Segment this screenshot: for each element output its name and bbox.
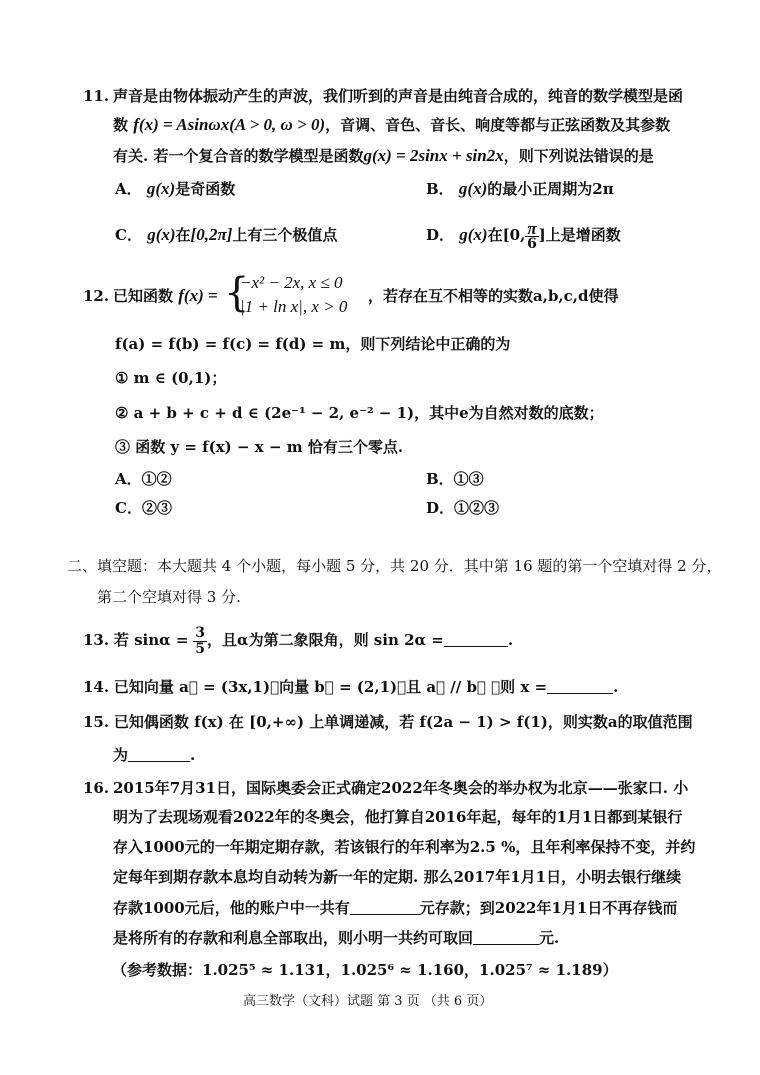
q11-option-d: D． g(x)在[0, $\frac{\pi}{6}$ ]上是增函数 — [426, 218, 621, 252]
q11-option-c: C． g(x)在[0,2π]上有三个极值点 — [115, 225, 338, 244]
q16-number: 16. — [83, 779, 110, 797]
q13: 13. 若 sinα = $\frac{3}{5}$ ，且α为第二象限角，则 sin 2α = . — [83, 624, 514, 657]
q12-statement-1: ① m ∈ (0,1)； — [115, 369, 227, 387]
q12-option-b: B．①③ — [426, 470, 484, 488]
q12-line1-tail: ，若存在互不相等的实数a,b,c,d使得 — [368, 287, 619, 305]
q11-option-b: B． g(x)的最小正周期为2π — [426, 179, 614, 198]
q12-statement-3: ③ 函数 y = f(x) − x − m 恰有三个零点. — [115, 438, 404, 456]
q11-line3: 有关. 若一个复合音的数学模型是函数g(x) = 2sinx + sin2x，则下列说法错误的是 — [113, 146, 654, 165]
q15-answer-blank[interactable] — [128, 745, 190, 762]
q12-option-a: A．①② — [115, 470, 172, 488]
q11-formula-f: f(x) = Asinωx(A > 0, ω > 0) — [133, 115, 326, 134]
section2-heading-line2: 第二个空填对得 3 分. — [97, 588, 241, 606]
q11-option-d-fraction: $\frac{\pi}{6}$ — [527, 218, 537, 252]
q12-option-d: D．①②③ — [426, 499, 500, 517]
q15-line1: 15. 已知偶函数 f(x) 在 [0,+∞) 上单调递减，若 f(2a − 1) > f(1)，则实数a的取值范围 — [83, 713, 693, 731]
q12-number: 12. — [83, 287, 110, 305]
q15-line2: 为 . — [113, 746, 196, 764]
q14-answer-blank[interactable] — [547, 677, 613, 694]
q11-option-a: A． g(x)是奇函数 — [115, 179, 236, 198]
q16-line6: 是将所有的存款和利息全部取出，则小明一共约可取回 元. — [113, 929, 560, 947]
q12-case2: |1 + ln x|, x > 0 — [240, 297, 348, 316]
q11-line2: 数 f(x) = Asinωx(A > 0, ω > 0)，音调、音色、音长、响度等都与正弦函数及其参数 — [113, 115, 671, 134]
q11-number: 11. — [83, 87, 110, 105]
q12-line2: f(a) = f(b) = f(c) = f(d) = m，则下列结论中正确的为 — [115, 335, 511, 353]
q16-answer-blank-1[interactable] — [350, 898, 420, 915]
q12-case1: −x² − 2x, x ≤ 0 — [240, 273, 343, 292]
q12-statement-2: ② a + b + c + d ∈ (2e⁻¹ − 2, e⁻² − 1)，其中e为自然对数的底数； — [115, 404, 604, 422]
q13-fraction: $\frac{3}{5}$ — [195, 624, 206, 657]
q12-line1-lead: 已知函数 f(x) = — [113, 286, 218, 305]
q12-option-c: C．②③ — [115, 499, 172, 517]
q11-line1: 声音是由物体振动产生的声波，我们听到的声音是由纯音合成的，纯音的数学模型是函 — [113, 87, 684, 105]
q11-formula-g: g(x) = 2sinx + sin2x — [363, 146, 504, 165]
q16-line3: 存入1000元的一年期定期存款，若该银行的年利率为2.5 %，且年利率保持不变，并约 — [113, 838, 696, 856]
q14: 14. 已知向量 a⃗ = (3x,1)，向量 b⃗ = (2,1)，且 a⃗ // b⃗ ，则 x = . — [83, 678, 619, 696]
page-footer: 高三数学（文科）试题 第 3 页 （共 6 页） — [243, 994, 493, 1009]
q16-line1: 2015年7月31日，国际奥委会正式确定2022年冬奥会的举办权为北京——张家口. 小 — [113, 779, 689, 797]
q16-line2: 明为了去现场观看2022年的冬奥会，他打算自2016年起，每年的1月1日都到某银行 — [113, 808, 683, 826]
q16-line5: 存款1000元后，他的账户中一共有 元存款；到2022年1月1日不再存钱而 — [113, 899, 678, 917]
q16-answer-blank-2[interactable] — [473, 928, 539, 945]
q12-piecewise-brace: { — [224, 270, 250, 316]
section2-heading-line1: 二、填空题：本大题共 4 个小题，每小题 5 分，共 20 分．其中第 16 题的第一个空填对得 2 分， — [67, 557, 722, 575]
q16-reference-data: （参考数据：1.025⁵ ≈ 1.131，1.025⁶ ≈ 1.160，1.025⁷ ≈ 1.189） — [112, 961, 618, 979]
q13-answer-blank[interactable] — [444, 630, 508, 647]
q16-line4: 定每年到期存款本息均自动转为新一年的定期. 那么2017年1月1日，小明去银行继续 — [113, 868, 682, 886]
